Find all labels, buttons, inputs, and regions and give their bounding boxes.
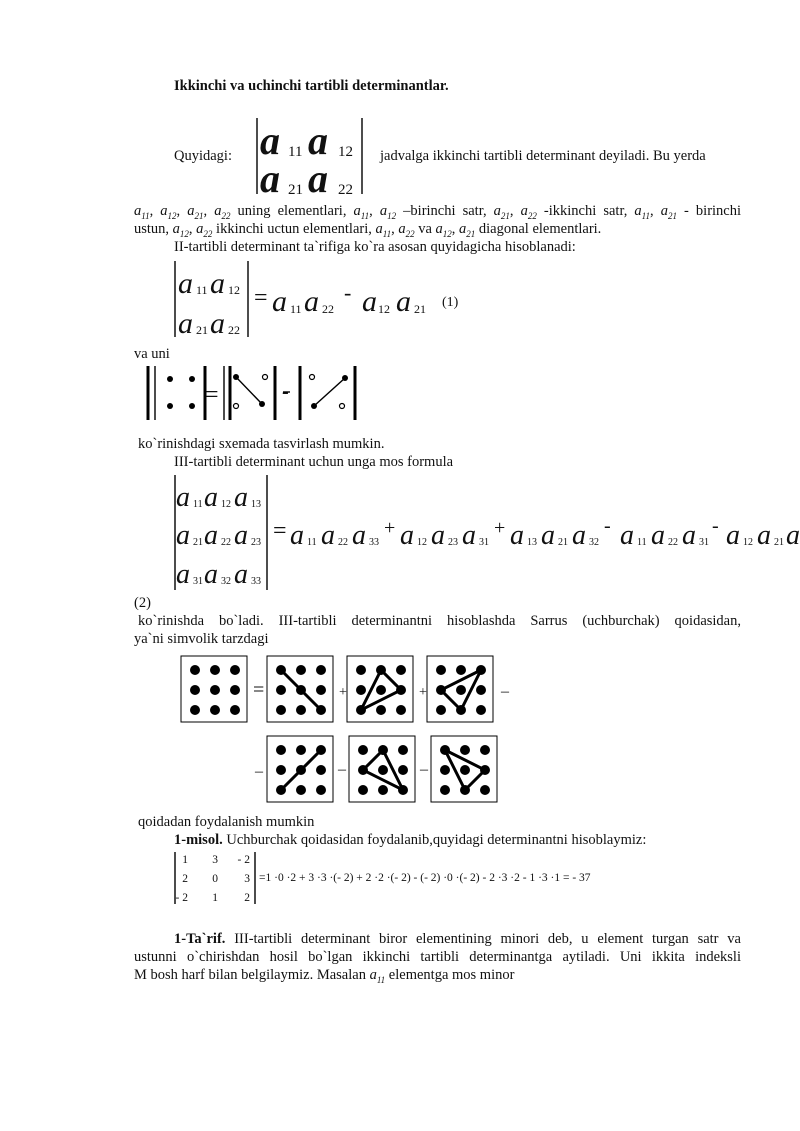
svg-text:31: 31 (479, 537, 489, 548)
svg-text:11: 11 (196, 283, 208, 297)
definition-line1: 1-Ta`rif. III-tartibli determinant biror elementining minori deb, u element turgan satr va (174, 931, 741, 947)
svg-text:+: + (419, 685, 427, 700)
svg-text:a: a (400, 520, 414, 551)
svg-text:a: a (651, 520, 665, 551)
matrix2-a12: a (308, 118, 328, 163)
svg-text:+: + (384, 517, 396, 539)
matrix2-a21: a (260, 156, 280, 201)
svg-text:a: a (176, 520, 190, 551)
svg-text:23: 23 (251, 537, 261, 548)
svg-text:–: – (501, 683, 509, 700)
matrix2-s11: 11 (288, 144, 303, 160)
formula1-label: (1) (442, 295, 459, 310)
svg-text:a: a (204, 482, 218, 513)
svg-text:a: a (290, 520, 304, 551)
svg-text:21: 21 (774, 537, 784, 548)
svg-text:a: a (204, 559, 218, 590)
svg-text:33: 33 (251, 576, 261, 587)
svg-text:a: a (178, 267, 193, 300)
svg-text:a: a (234, 482, 248, 513)
m-r1c0: 2 (182, 873, 188, 885)
svg-text:21: 21 (196, 323, 208, 337)
para2-line2: ya`ni simvolik tarzdagi (134, 631, 269, 647)
m-r1c2: 3 (244, 873, 250, 885)
scheme-2x2 (140, 362, 365, 424)
quyidagi-label: Quyidagi: (174, 148, 232, 164)
svg-text:a: a (757, 520, 771, 551)
sarrus-grid-plus-2 (347, 656, 413, 722)
formula1-eq: = (254, 285, 268, 311)
sarrus-grid-matrix (181, 656, 247, 722)
svg-text:a: a (682, 520, 696, 551)
matrix2-determinant (252, 114, 372, 201)
svg-text:31: 31 (193, 576, 203, 587)
m-r2c1: 1 (212, 892, 218, 904)
example-determinant (170, 850, 730, 906)
formula1 (170, 258, 470, 340)
svg-text:a: a (510, 520, 524, 551)
svg-text:a: a (210, 307, 225, 340)
svg-text:31: 31 (699, 537, 709, 548)
svg-text:a: a (204, 520, 218, 551)
sarrus-eq: = (253, 679, 265, 701)
svg-text:–: – (338, 761, 346, 778)
formula2 (170, 472, 800, 594)
m-r0c2: - 2 (237, 854, 250, 866)
matrix2-a11: a (260, 118, 280, 163)
example-line (174, 831, 646, 849)
scheme-minus: - (282, 381, 289, 403)
example-text: Uchburchak qoidasidan foydalanib,quyidagi determinantni hisoblaymiz: (222, 832, 647, 848)
svg-text:12: 12 (221, 499, 231, 510)
svg-text:+: + (494, 517, 506, 539)
svg-text:11: 11 (637, 537, 647, 548)
svg-text:a: a (234, 559, 248, 590)
para2-line1: ko`rinishda bo`ladi. III-tartibli determinantni hisoblashda Sarrus (uchburchak) qoidasidan, (138, 613, 741, 629)
svg-text:a: a (321, 520, 335, 551)
svg-text:32: 32 (221, 576, 231, 587)
svg-text:11: 11 (193, 499, 203, 510)
svg-text:11: 11 (307, 537, 317, 548)
svg-text:a: a (304, 285, 319, 318)
svg-text:11: 11 (290, 302, 302, 316)
svg-text:-: - (604, 515, 611, 537)
svg-text:+: + (339, 685, 347, 700)
example-expression: =1 ·0 ·2 + 3 ·3 ·(- 2) + 2 ·2 ·(- 2) - (- 2) ·0 ·(- 2) - 2 ·3 ·2 - 1 ·3 ·1 = - 37 (259, 872, 591, 884)
definition-label: 1-Ta`rif. (174, 931, 226, 947)
m-r2c2: 2 (244, 892, 250, 904)
m-r2c0: - 2 (175, 892, 188, 904)
example-label: 1-misol. (174, 832, 223, 848)
line-ii-intro: II-tartibli determinant ta`rifiga ko`ra asosan quyidagicha hisoblanadi: (174, 239, 576, 255)
sarrus-grid-minus-2 (349, 736, 415, 802)
svg-text:21: 21 (558, 537, 568, 548)
formula2-label: (2) (134, 595, 151, 611)
svg-text:a: a (786, 520, 800, 551)
svg-text:a: a (362, 285, 377, 318)
svg-text:12: 12 (378, 302, 390, 316)
formula2-eq: = (273, 518, 287, 544)
svg-text:21: 21 (193, 537, 203, 548)
svg-text:-: - (712, 515, 719, 537)
qoidadan-line: qoidadan foydalanish mumkin (138, 814, 315, 830)
schema-caption: ko`rinishdagi sxemada tasvirlash mumkin. (138, 436, 385, 452)
para1-line2: ustun, $a_{12}$, $a_{22}$ ikkinchi uctun elementlari, $a_{11}$, $a_{22}$ va $a_{12}$, $a_{21}$ diagonal elementlari. (134, 221, 602, 239)
svg-text:a: a (176, 482, 190, 513)
sarrus-scheme (175, 654, 525, 806)
svg-text:21: 21 (414, 302, 426, 316)
svg-text:a: a (620, 520, 634, 551)
svg-text:a: a (726, 520, 740, 551)
definition-line2: ustunni o`chirishdan hosil bo`lgan ikkinchi tartibli determinantga aytiladi. Uni ikkita indeksli (134, 949, 741, 965)
line-iii-intro: III-tartibli determinant uchun unga mos formula (174, 454, 454, 470)
matrix2-a22: a (308, 156, 328, 201)
m-r0c1: 3 (212, 854, 218, 866)
intro-text: jadvalga ikkinchi tartibli determinant deyiladi. Bu yerda (380, 148, 706, 164)
sarrus-grid-plus-3 (427, 656, 493, 722)
svg-text:12: 12 (743, 537, 753, 548)
svg-text:13: 13 (527, 537, 537, 548)
para1-line1: $a_{11}$, $a_{12}$, $a_{21}$, $a_{22}$ uning elementlari, $a_{11}$, $a_{12}$ –birinchi satr, $a_{21}$, $a_{22}$ -ikkinchi satr, $a_{11}$, $a_{21}$ - birinchi (134, 203, 742, 221)
matrix2-s12: 12 (338, 144, 353, 160)
formula1-minus: - (344, 280, 352, 305)
va-uni: va uni (134, 346, 170, 362)
m-r0c0: 1 (182, 854, 188, 866)
svg-text:23: 23 (448, 537, 458, 548)
svg-text:a: a (234, 520, 248, 551)
svg-text:–: – (255, 763, 263, 780)
svg-text:a: a (541, 520, 555, 551)
matrix2-s21: 21 (288, 182, 303, 198)
svg-text:22: 22 (338, 537, 348, 548)
svg-text:32: 32 (589, 537, 599, 548)
svg-text:a: a (572, 520, 586, 551)
svg-text:a: a (352, 520, 366, 551)
page-heading: Ikkinchi va uchinchi tartibli determinantlar. (174, 78, 449, 94)
sarrus-grid-minus-3 (431, 736, 497, 802)
svg-text:22: 22 (668, 537, 678, 548)
sarrus-grid-minus-1 (267, 736, 333, 802)
m-r1c1: 0 (212, 873, 218, 885)
svg-text:a: a (431, 520, 445, 551)
svg-text:12: 12 (417, 537, 427, 548)
svg-text:a: a (210, 267, 225, 300)
svg-text:a: a (178, 307, 193, 340)
svg-text:22: 22 (221, 537, 231, 548)
scheme-eq: = (205, 382, 219, 408)
svg-text:13: 13 (251, 499, 261, 510)
svg-text:a: a (462, 520, 476, 551)
svg-text:12: 12 (228, 283, 240, 297)
definition-line3: M bosh harf bilan belgilaymiz. Masalan $a_{11}$ elementga mos minor (134, 967, 515, 985)
svg-text:33: 33 (369, 537, 379, 548)
sarrus-grid-plus-1 (267, 656, 333, 722)
svg-text:22: 22 (322, 302, 334, 316)
svg-text:a: a (396, 285, 411, 318)
svg-text:a: a (272, 285, 287, 318)
svg-text:a: a (176, 559, 190, 590)
matrix2-s22: 22 (338, 182, 353, 198)
svg-text:22: 22 (228, 323, 240, 337)
svg-text:–: – (420, 761, 428, 778)
